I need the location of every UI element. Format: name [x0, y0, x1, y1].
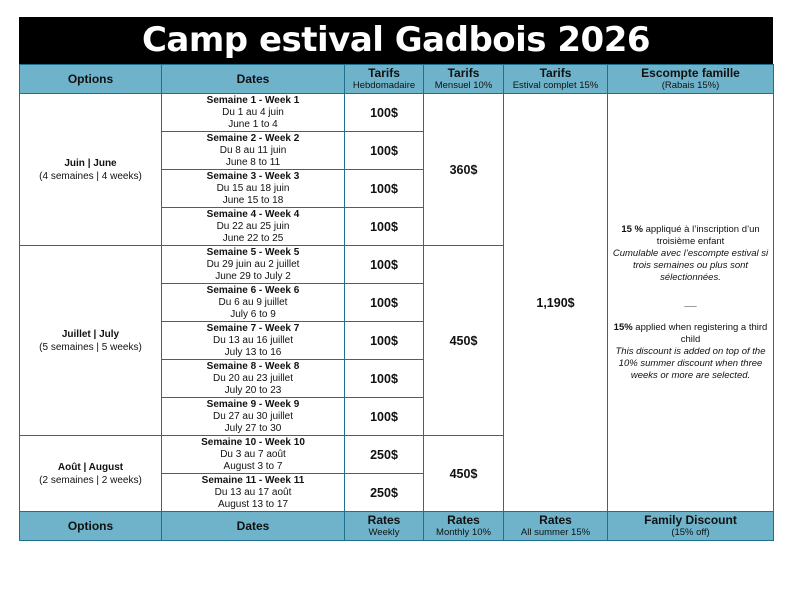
header-row-bottom — [20, 512, 774, 541]
header-summer: Tarifs Estival complet 15% — [504, 65, 608, 94]
period-july: Juillet | July (5 semaines | 5 weeks) — [20, 246, 162, 436]
header-options: Options — [20, 65, 162, 94]
monthly-price-august: 450$ — [424, 436, 504, 512]
rates-table — [19, 64, 774, 541]
weekly-price: 100$ — [345, 398, 424, 436]
week-cell: Semaine 3 - Week 3 Du 15 au 18 juin June 15 to 18 — [162, 170, 345, 208]
table-row — [20, 94, 774, 132]
header-family: Escompte famille (Rabais 15%) — [608, 65, 774, 94]
footer-summer: Rates All summer 15% — [504, 512, 608, 541]
week-cell: Semaine 9 - Week 9 Du 27 au 30 juillet July 27 to 30 — [162, 398, 345, 436]
family-discount-note: 15 % appliqué à l’inscription d’un troisième enfant Cumulable avec l’escompte estival si trois semaines ou plus sont sélectionnées. __ 15% applied when registering a third child This discount is added on top of the 10% summer discount when three weeks or more are selected. — [608, 94, 774, 512]
week-cell: Semaine 2 - Week 2 Du 8 au 11 juin June 8 to 11 — [162, 132, 345, 170]
week-cell: Semaine 4 - Week 4 Du 22 au 25 juin June 22 to 25 — [162, 208, 345, 246]
summer-price: 1,190$ — [504, 94, 608, 512]
footer-family: Family Discount (15% off) — [608, 512, 774, 541]
weekly-price: 100$ — [345, 322, 424, 360]
header-monthly: Tarifs Mensuel 10% — [424, 65, 504, 94]
weekly-price: 250$ — [345, 436, 424, 474]
header-weekly: Tarifs Hebdomadaire — [345, 65, 424, 94]
week-cell: Semaine 8 - Week 8 Du 20 au 23 juillet July 20 to 23 — [162, 360, 345, 398]
week-cell: Semaine 11 - Week 11 Du 13 au 17 août August 13 to 17 — [162, 474, 345, 512]
footer-weekly: Rates Weekly — [345, 512, 424, 541]
weekly-price: 100$ — [345, 208, 424, 246]
weekly-price: 100$ — [345, 246, 424, 284]
weekly-price: 100$ — [345, 132, 424, 170]
week-cell: Semaine 1 - Week 1 Du 1 au 4 juin June 1 to 4 — [162, 94, 345, 132]
weekly-price: 100$ — [345, 170, 424, 208]
week-cell: Semaine 5 - Week 5 Du 29 juin au 2 juillet June 29 to July 2 — [162, 246, 345, 284]
period-august: Août | August (2 semaines | 2 weeks) — [20, 436, 162, 512]
header-dates: Dates — [162, 65, 345, 94]
weekly-price: 100$ — [345, 94, 424, 132]
weekly-price: 100$ — [345, 360, 424, 398]
footer-dates: Dates — [162, 512, 345, 541]
weekly-price: 100$ — [345, 284, 424, 322]
price-sheet — [19, 17, 773, 541]
footer-options: Options — [20, 512, 162, 541]
footer-monthly: Rates Monthly 10% — [424, 512, 504, 541]
week-cell: Semaine 7 - Week 7 Du 13 au 16 juillet July 13 to 16 — [162, 322, 345, 360]
week-cell: Semaine 6 - Week 6 Du 6 au 9 juillet July 6 to 9 — [162, 284, 345, 322]
page-title: Camp estival Gadbois 2026 — [19, 17, 773, 64]
monthly-price-june: 360$ — [424, 94, 504, 246]
monthly-price-july: 450$ — [424, 246, 504, 436]
period-june: Juin | June (4 semaines | 4 weeks) — [20, 94, 162, 246]
week-cell: Semaine 10 - Week 10 Du 3 au 7 août August 3 to 7 — [162, 436, 345, 474]
header-row-top — [20, 65, 774, 94]
weekly-price: 250$ — [345, 474, 424, 512]
